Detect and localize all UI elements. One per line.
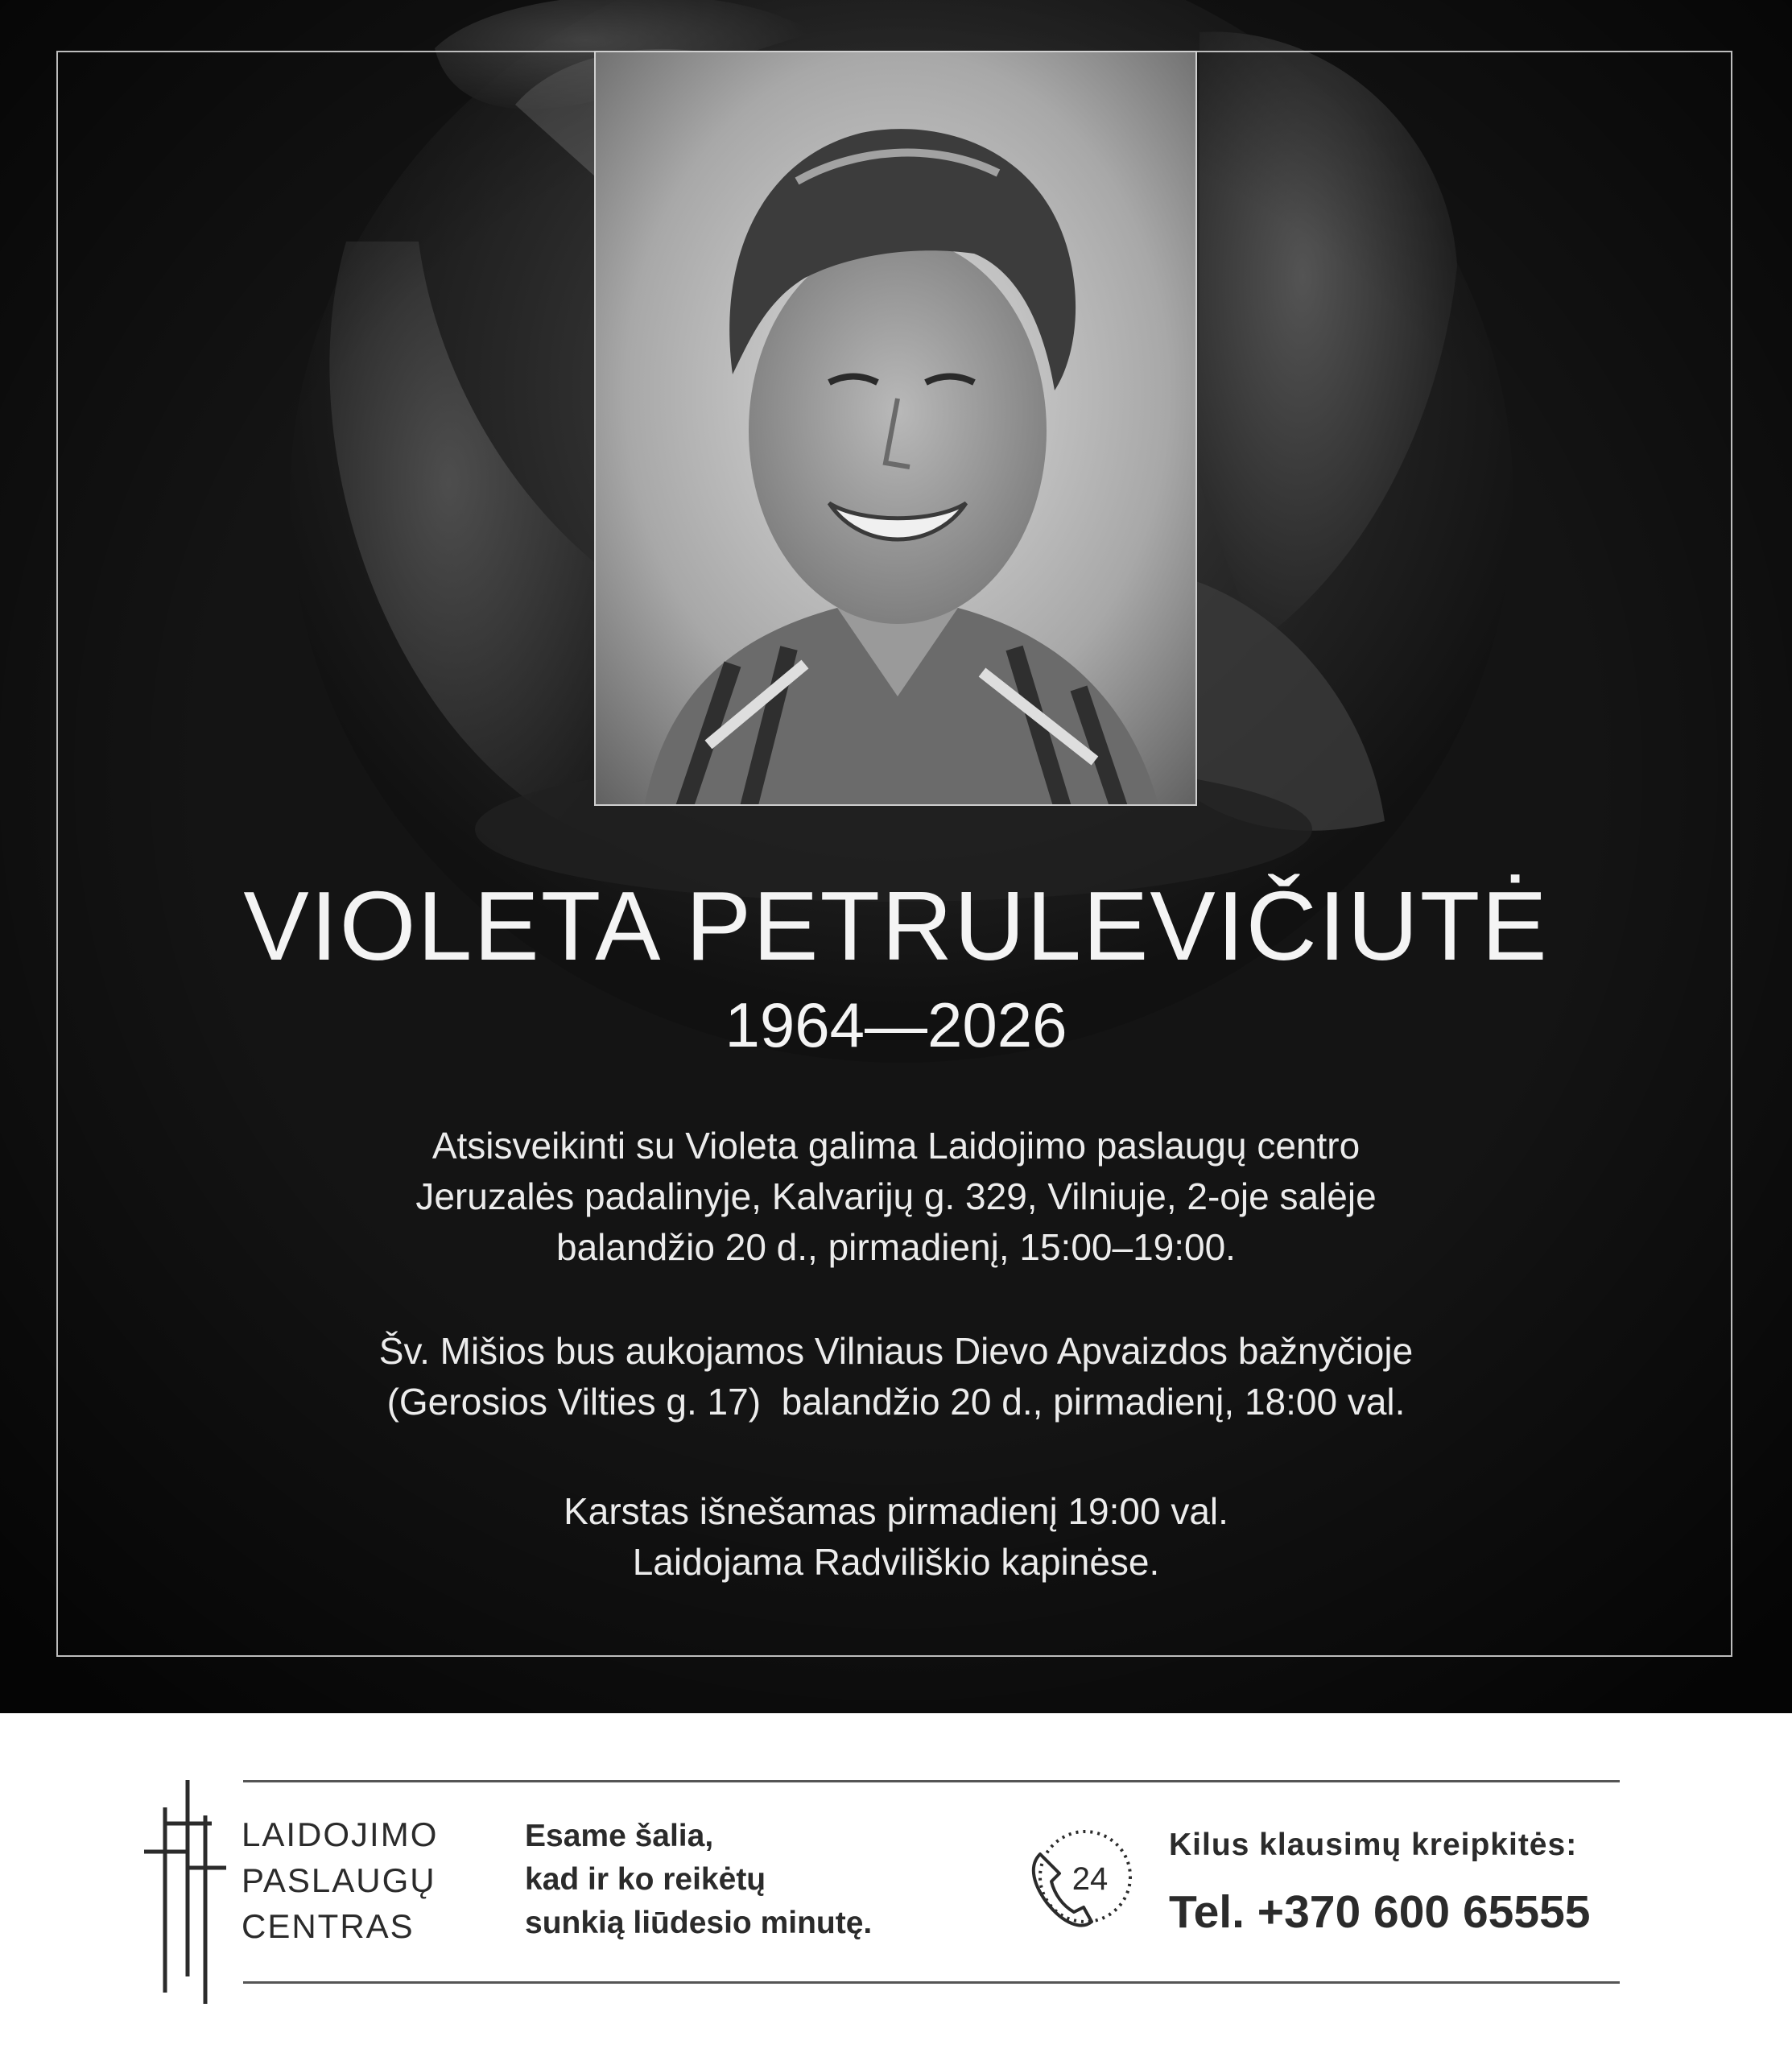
text-line: (Gerosios Vilties g. 17) balandžio 20 d., pirmadienį, 18:00 val. (386, 1381, 1406, 1423)
portrait-photo (594, 51, 1197, 806)
logo-line: CENTRAS (242, 1907, 415, 1945)
farewell-paragraph (0, 1121, 1792, 1273)
life-years: 1964—2026 (725, 989, 1067, 1060)
mass-paragraph (0, 1326, 1792, 1427)
text-line: balandžio 20 d., pirmadienį, 15:00–19:00. (556, 1226, 1236, 1268)
text-line: Karstas išnešamas pirmadienį 19:00 val. (564, 1490, 1228, 1532)
badge-24-text: 24 (1071, 1861, 1109, 1897)
text-line: Atsisveikinti su Violeta galima Laidojimo paslaugų centro (431, 1125, 1361, 1167)
contact-label: Kilus klausimų kreipkitės: (1169, 1828, 1578, 1862)
phone-24h-icon (1022, 1824, 1135, 1936)
footer-divider-top (243, 1780, 1620, 1782)
slogan-line: kad ir ko reikėtų (525, 1862, 766, 1897)
triple-cross-icon (141, 1775, 229, 2009)
slogan-line: sunkią liūdesio minutę. (525, 1906, 873, 1940)
text-line: Šv. Mišios bus aukojamos Vilniaus Dievo Apvaizdos bažnyčioje (378, 1330, 1414, 1372)
text-line: Laidojama Radviliškio kapinėse. (632, 1541, 1160, 1583)
deceased-name: VIOLETA PETRULEVIČIUTĖ (243, 871, 1549, 981)
logo-line: PASLAUGŲ (242, 1861, 436, 1899)
contact-phone[interactable]: Tel. +370 600 65555 (1169, 1886, 1591, 1938)
company-logo-text (242, 1811, 438, 1949)
burial-paragraph (0, 1486, 1792, 1588)
text-line: Jeruzalės padalinyje, Kalvarijų g. 329, Vilniuje, 2-oje salėje (415, 1175, 1377, 1217)
footer-divider-bottom (243, 1981, 1620, 1984)
logo-line: LAIDOJIMO (242, 1815, 439, 1853)
slogan-line: Esame šalia, (525, 1819, 714, 1853)
company-slogan (525, 1815, 872, 1945)
